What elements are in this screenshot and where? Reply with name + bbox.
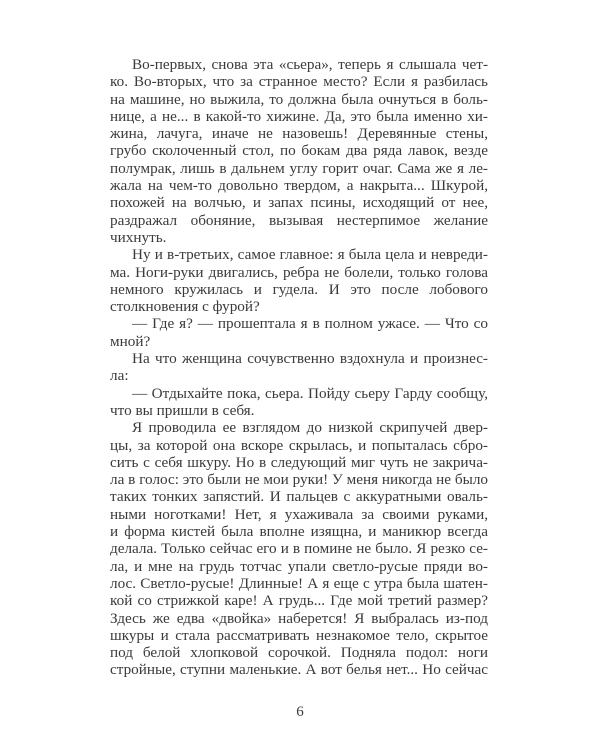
text-line: мной? — [110, 332, 151, 350]
text-line: Ну и в-третьих, самое главное: я была цела и невреди- — [132, 246, 488, 264]
text-line: стройные, ступни маленькие. А вот белья нет... Но сейчас — [110, 661, 488, 679]
text-line: раздражал обоняние, вызывая нестерпимое желание — [110, 211, 488, 229]
text-line: Здесь же едва «двойка» наберется! Я выбралась из-под — [110, 609, 488, 627]
text-line: столкновения с фурой? — [110, 298, 260, 316]
text-line: ными ноготками! Нет, я ухаживала за своими руками, — [110, 505, 488, 523]
text-line: немного кружилась и гудела. И это после лобового — [110, 280, 488, 298]
text-line: полумрак, лишь в дальнем углу горит очаг. Сама же я ле- — [110, 159, 488, 177]
text-line: ма. Ноги-руки двигались, ребра не болели, только голова — [110, 263, 488, 281]
text-line: Я проводила ее взглядом до низкой скрипучей двер- — [132, 419, 488, 437]
text-line: таких тонких запястий. И пальцев с аккуратными оваль- — [110, 488, 488, 506]
text-line: жала на чем-то довольно твердом, а накрыта... Шкурой, — [110, 177, 488, 195]
page-body-text — [110, 56, 488, 679]
text-line: на машине, но выжила, то должна была очнуться в боль- — [110, 90, 488, 108]
text-line: жина, лачуга, иначе не назовешь! Деревянные стены, — [110, 125, 488, 143]
text-line: нице, а не... в какой-то хижине. Да, это была именно хи- — [110, 107, 488, 125]
text-line: что вы пришли в себя. — [110, 401, 255, 419]
text-line: и форма кистей была вполне изящна, и маникюр всегда — [110, 523, 488, 541]
text-line: лос. Светло-русые! Длинные! А я еще с утра была шатен- — [110, 574, 488, 592]
text-line: На что женщина сочувственно вздохнула и произнес- — [132, 350, 488, 368]
text-line: ла, и мне на грудь тотчас упали светло-русые пряди во- — [110, 557, 488, 575]
text-line: цы, за которой она вскоре скрылась, и попыталась сбро- — [110, 436, 488, 454]
text-line: — Где я? — прошептала я в полном ужасе. — Что со — [132, 315, 488, 333]
text-line: делала. Только сейчас его и в помине не было. Я резко се- — [110, 540, 488, 558]
text-line: сить с себя шкуру. Но в следующий миг чуть не закрича- — [110, 453, 488, 471]
text-line: Во-первых, снова эта «сьера», теперь я слышала чет- — [132, 56, 488, 73]
page-number: 6 — [296, 704, 304, 720]
text-line: под белой хлопковой сорочкой. Подняла подол: ноги — [110, 644, 488, 662]
text-line: ко. Во-вторых, что за странное место? Если я разбилась — [110, 73, 488, 91]
text-line: кой со стрижкой каре! А грудь... Где мой третий размер? — [110, 592, 488, 610]
text-line: похожей на волчью, и запах псины, исходящий от нее, — [110, 194, 488, 212]
text-line: чихнуть. — [110, 228, 167, 246]
text-line: ла в голос: это были не мои руки! У меня никогда не было — [110, 471, 488, 489]
text-line: грубо сколоченный стол, по бокам два ряда лавок, везде — [110, 142, 488, 160]
text-line: ла: — [110, 367, 129, 385]
text-line: шкуры и стала рассматривать незнакомое тело, скрытое — [110, 626, 488, 644]
text-line: — Отдыхайте пока, сьера. Пойду сьеру Гарду сообщу, — [132, 384, 488, 402]
